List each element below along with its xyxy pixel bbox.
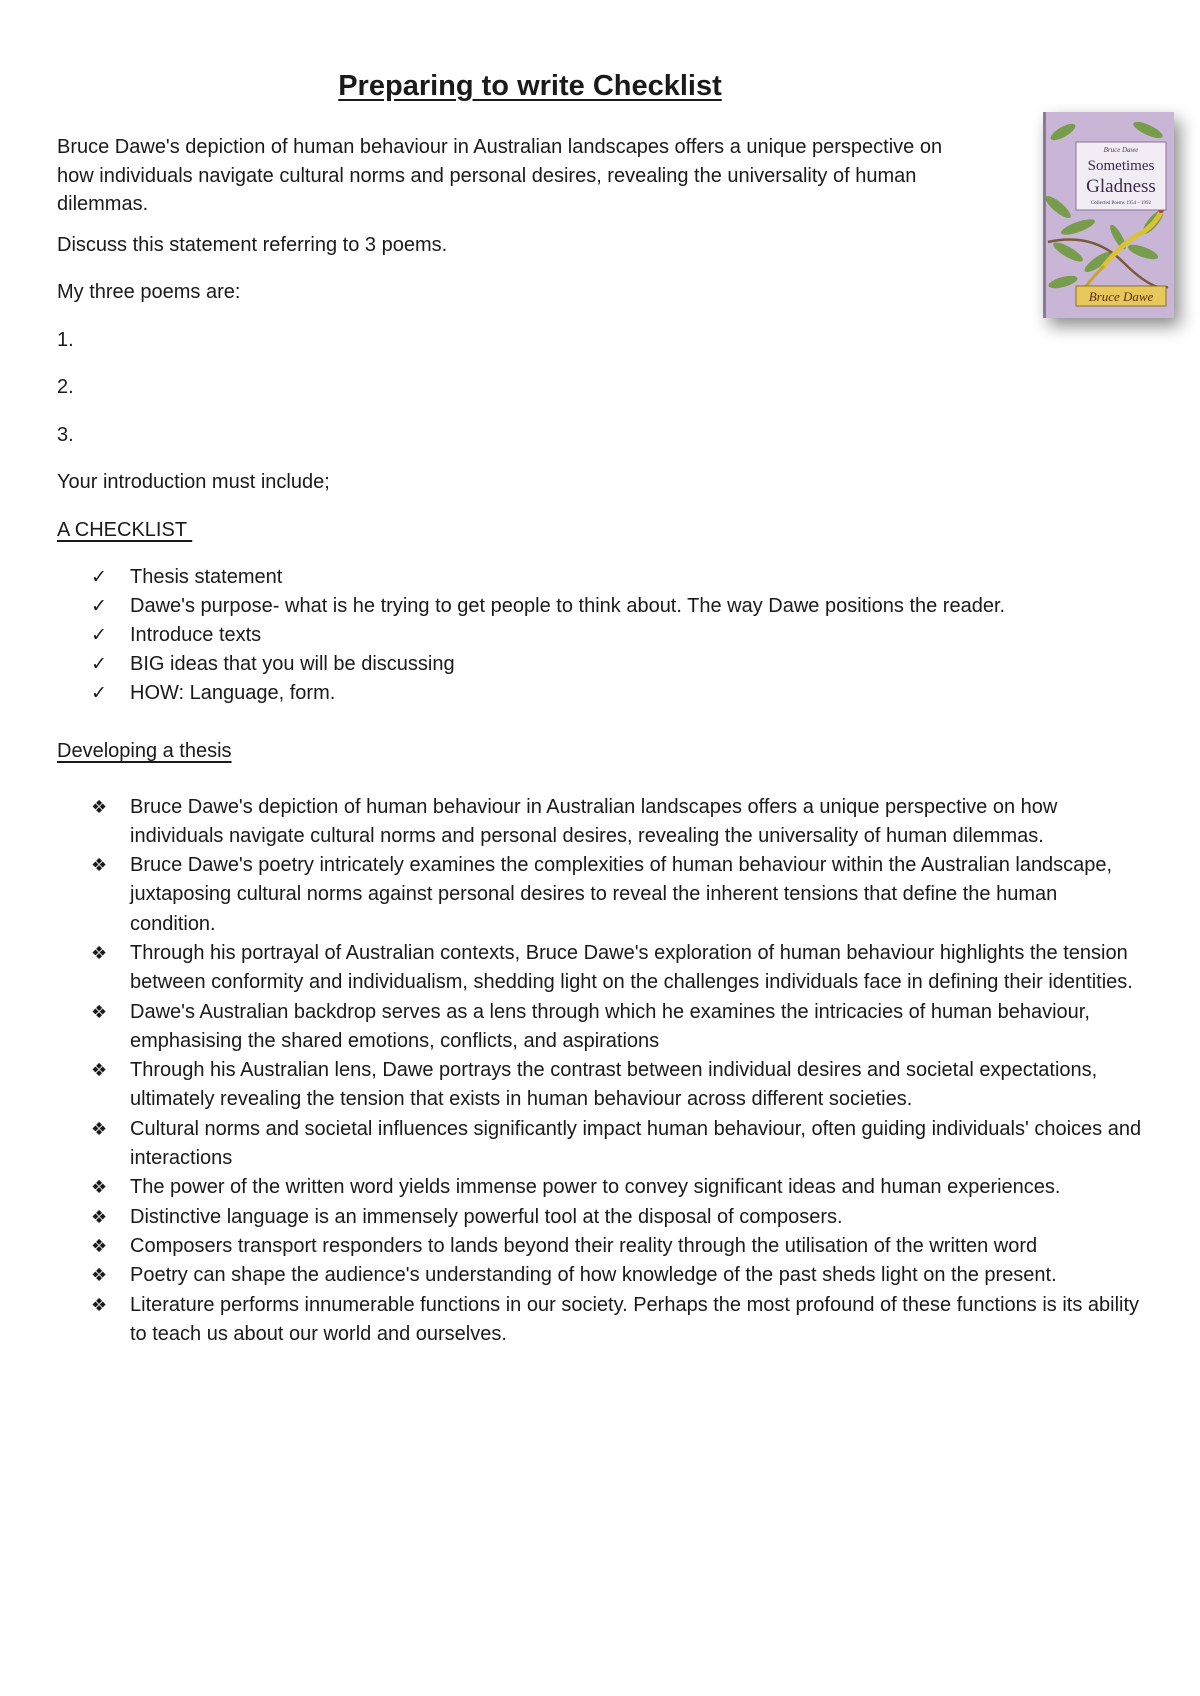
thesis-item: ❖ Through his Australian lens, Dawe portrays the contrast between individual desires and societal expectations, ultimately revealing the tension that exists in human behaviour across different societies.: [57, 1056, 1142, 1115]
check-icon: ✓: [91, 595, 107, 617]
diamond-bullet-icon: ❖: [91, 1206, 108, 1228]
diamond-bullet-icon: ❖: [91, 1001, 108, 1023]
document-body: [57, 133, 1142, 1349]
poem-slot-2: 2.: [57, 376, 74, 398]
thesis-item: ❖ Distinctive language is an immensely powerful tool at the disposal of composers.: [57, 1203, 1142, 1232]
book-top-text: Bruce Dawe: [1103, 146, 1139, 154]
thesis-item: ❖ Dawe's Australian backdrop serves as a lens through which he examines the intricacies of human behaviour, emphasising the shared emotions, conflicts, and aspirations: [57, 998, 1142, 1057]
checklist: [57, 563, 1137, 708]
intro-statement: Bruce Dawe's depiction of human behaviour in Australian landscapes offers a unique perspective on how individuals navigate cultural norms and personal desires, revealing the universality of human dilemmas.: [57, 136, 943, 215]
thesis-item: ❖ Bruce Dawe's depiction of human behaviour in Australian landscapes offers a unique perspective on how individuals navigate cultural norms and personal desires, revealing the universality of human dilemmas.: [57, 793, 1142, 852]
page-title: Preparing to write Checklist: [338, 70, 722, 102]
diamond-bullet-icon: ❖: [91, 942, 108, 964]
checklist-item: ✓ Thesis statement: [57, 563, 1137, 592]
checklist-item: ✓ BIG ideas that you will be discussing: [57, 650, 1137, 679]
thesis-heading: Developing a thesis: [57, 740, 232, 762]
check-icon: ✓: [91, 624, 107, 646]
thesis-item: ❖ Through his portrayal of Australian contexts, Bruce Dawe's exploration of human behaviour highlights the tension between conformity and individualism, shedding light on the challenges individuals face in defining their identities.: [57, 939, 1142, 998]
checklist-heading: A CHECKLIST: [57, 518, 193, 541]
thesis-list: [57, 793, 1142, 1350]
poem-slot-3: 3.: [57, 423, 74, 446]
diamond-bullet-icon: ❖: [91, 1235, 108, 1257]
thesis-item: ❖ Bruce Dawe's poetry intricately examines the complexities of human behaviour within the Australian landscape, juxtaposing cultural norms against personal desires to reveal the inherent tensions that define the human condition.: [57, 851, 1142, 939]
checklist-item: ✓ Dawe's purpose- what is he trying to get people to think about. The way Dawe positions the reader.: [57, 592, 1137, 621]
task-instruction: Discuss this statement referring to 3 poems.: [57, 233, 448, 256]
book-title-line1: Sometimes: [1087, 158, 1155, 174]
book-subtitle: Collected Poems 1954 – 1992: [1091, 201, 1151, 206]
thesis-item: ❖ Cultural norms and societal influences significantly impact human behaviour, often guiding individuals' choices and interactions: [57, 1115, 1142, 1174]
check-icon: ✓: [91, 682, 107, 704]
check-icon: ✓: [91, 653, 107, 675]
diamond-bullet-icon: ❖: [91, 1265, 108, 1287]
diamond-bullet-icon: ❖: [91, 1118, 108, 1140]
book-title-line2: Gladness: [1086, 176, 1156, 197]
thesis-item: ❖ Poetry can shape the audience's understanding of how knowledge of the past sheds light on the present.: [57, 1261, 1142, 1290]
thesis-item: ❖ Literature performs innumerable functions in our society. Perhaps the most profound of these functions is its ability to teach us about our world and ourselves.: [57, 1291, 1142, 1350]
diamond-bullet-icon: ❖: [91, 1294, 108, 1316]
checklist-item: ✓ HOW: Language, form.: [57, 679, 1137, 708]
intro-requirement: Your introduction must include;: [57, 471, 330, 493]
book-author: Bruce Dawe: [1088, 289, 1154, 304]
thesis-item: ❖ Composers transport responders to lands beyond their reality through the utilisation of the written word: [57, 1232, 1142, 1261]
poem-slot-1: 1.: [57, 328, 74, 351]
check-icon: ✓: [91, 566, 107, 588]
poems-label: My three poems are:: [57, 281, 241, 303]
diamond-bullet-icon: ❖: [91, 855, 108, 877]
checklist-item: ✓ Introduce texts: [57, 621, 1137, 650]
diamond-bullet-icon: ❖: [91, 1177, 108, 1199]
thesis-item: ❖ The power of the written word yields immense power to convey significant ideas and human experiences.: [57, 1173, 1142, 1202]
diamond-bullet-icon: ❖: [91, 796, 108, 818]
diamond-bullet-icon: ❖: [91, 1060, 108, 1082]
